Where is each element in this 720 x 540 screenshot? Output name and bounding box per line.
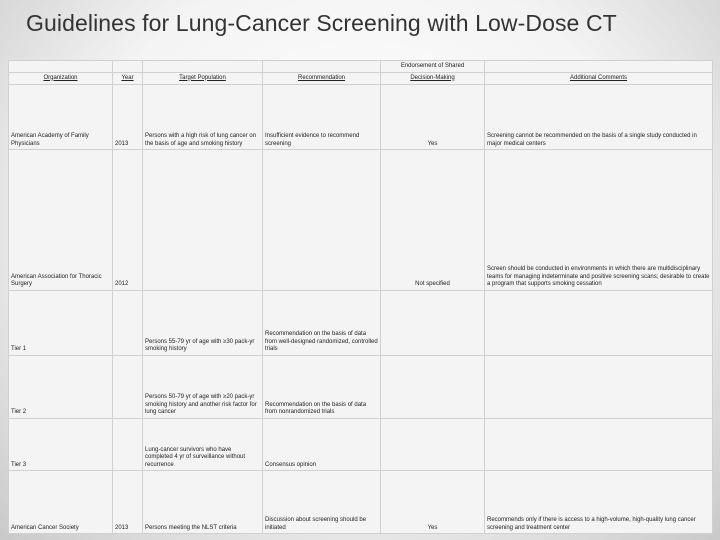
cell-comments: Screening cannot be recommended on the basis of a single study conducted in major medical centers xyxy=(485,85,713,150)
table-row xyxy=(9,471,713,534)
table-row xyxy=(9,355,713,418)
header-decision-making: Decision-Making xyxy=(381,72,485,85)
cell-decision xyxy=(381,355,485,418)
cell-year xyxy=(113,418,143,470)
guidelines-table-container xyxy=(8,60,712,534)
cell-target: Persons 55-79 yr of age with ≥30 pack-yr smoking history xyxy=(143,290,263,355)
cell-target: Lung-cancer survivors who have completed 4 yr of surveillance without recurrence xyxy=(143,418,263,470)
cell-recommendation: Recommendation on the basis of data from nonrandomized trials xyxy=(263,355,381,418)
header-year: Year xyxy=(113,72,143,85)
header-additional-comments: Additional Comments xyxy=(485,72,713,85)
cell-year: 2012 xyxy=(113,150,143,291)
cell-decision: Yes xyxy=(381,85,485,150)
cell-target: Persons meeting the NLST criteria xyxy=(143,471,263,534)
table-row xyxy=(9,418,713,470)
cell-organization: Tier 2 xyxy=(9,355,113,418)
endorsement-header-row xyxy=(9,61,713,73)
table-row xyxy=(9,150,713,291)
table-row xyxy=(9,290,713,355)
guidelines-table xyxy=(8,60,713,534)
cell-recommendation: Consensus opinion xyxy=(263,418,381,470)
cell-comments xyxy=(485,355,713,418)
cell-year: 2013 xyxy=(113,85,143,150)
cell-year xyxy=(113,290,143,355)
cell-organization: American Cancer Society xyxy=(9,471,113,534)
cell-recommendation xyxy=(263,150,381,291)
cell-recommendation: Insufficient evidence to recommend screening xyxy=(263,85,381,150)
cell-target: Persons with a high risk of lung cancer on the basis of age and smoking history xyxy=(143,85,263,150)
cell-decision: Yes xyxy=(381,471,485,534)
cell-recommendation: Recommendation on the basis of data from well-designed randomized, controlled trials xyxy=(263,290,381,355)
slide-title: Guidelines for Lung-Cancer Screening with Low-Dose CT xyxy=(26,10,617,36)
column-header-row xyxy=(9,72,713,85)
header-organization: Organization xyxy=(9,72,113,85)
cell-target xyxy=(143,150,263,291)
cell-decision xyxy=(381,290,485,355)
cell-organization: American Academy of Family Physicians xyxy=(9,85,113,150)
cell-decision: Not specified xyxy=(381,150,485,291)
cell-comments xyxy=(485,418,713,470)
header-recommendation: Recommendation xyxy=(263,72,381,85)
table-row xyxy=(9,85,713,150)
header-target-population: Target Population xyxy=(143,72,263,85)
cell-target: Persons 50-79 yr of age with ≥20 pack-yr smoking history and another risk factor for lung cancer xyxy=(143,355,263,418)
cell-recommendation: Discussion about screening should be initiated xyxy=(263,471,381,534)
cell-decision xyxy=(381,418,485,470)
cell-comments: Screen should be conducted in environments in which there are multidisciplinary teams for managing indeterminate and positive screening scans; desirable to create a program that supports smoking cessation xyxy=(485,150,713,291)
cell-organization: Tier 3 xyxy=(9,418,113,470)
cell-comments xyxy=(485,290,713,355)
cell-year: 2013 xyxy=(113,471,143,534)
cell-comments: Recommends only if there is access to a high-volume, high-quality lung cancer screening and treatment center xyxy=(485,471,713,534)
cell-year xyxy=(113,355,143,418)
cell-organization: Tier 1 xyxy=(9,290,113,355)
cell-organization: American Association for Thoracic Surgery xyxy=(9,150,113,291)
endorsement-header: Endorsement of Shared xyxy=(381,61,485,73)
